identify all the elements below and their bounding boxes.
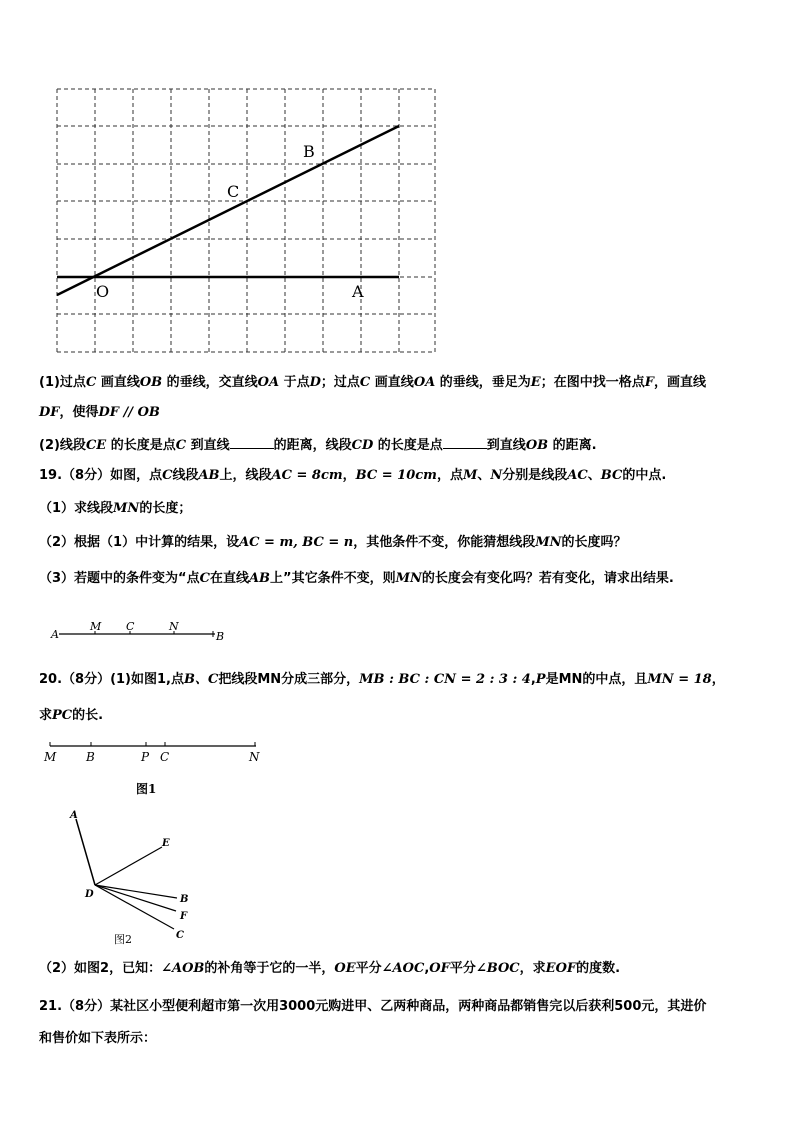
answer-blank — [230, 436, 274, 449]
label-c: C — [126, 620, 135, 633]
label-n: N — [249, 750, 260, 764]
grid-figure — [50, 82, 442, 358]
q21-line1: 21.（8分）某社区小型便利超市第一次用3000元购进甲、乙两种商品，两种商品都销售完以后获利500元，其进价 — [39, 999, 707, 1014]
q19-part3: （3）若题中的条件变为“点C在直线AB上”其它条件不变，则MN的长度会有变化吗？若有变化，请求出结果. — [39, 571, 674, 586]
label-d: D — [85, 889, 94, 900]
label-m: M — [44, 750, 57, 764]
label-b: B — [216, 630, 225, 643]
label-n: N — [169, 620, 179, 633]
label-c: C — [160, 750, 170, 764]
label-m: M — [90, 620, 102, 633]
label-a: A — [352, 282, 364, 301]
answer-blank — [443, 436, 487, 449]
label-a: A — [70, 810, 78, 821]
line-ob — [57, 126, 399, 295]
q19-segment-figure — [45, 618, 235, 646]
q20-figure2 — [62, 805, 202, 950]
figure2-caption: 图2 — [114, 933, 132, 946]
q20-part2: （2）如图2，已知：∠AOB的补角等于它的一半，OE平分∠AOC,OF平分∠BOC，求EOF的度数. — [39, 961, 621, 976]
q19-part2: （2）根据（1）中计算的结果，设AC = m, BC = n，其他条件不变，你能猜想线段MN的长度吗？ — [39, 535, 627, 550]
q21-line2: 和售价如下表所示： — [39, 1031, 157, 1046]
q18-part2: (2)线段CE 的长度是点C 到直线 的距离，线段CD 的长度是点 到直线OB 的距离. — [39, 438, 597, 453]
q18-part1-line2: DF，使得DF // OB — [39, 405, 160, 420]
q20-heading: 20.（8分）(1)如图1,点B、C把线段MN分成三部分，MB : BC : CN = 2 : 3 : 4,P是MN的中点，且MN = 18， — [39, 672, 725, 687]
label-e: E — [162, 838, 170, 849]
q19-part1: （1）求线段MN的长度； — [39, 501, 192, 516]
label-c: C — [176, 930, 184, 941]
label-b: B — [86, 750, 95, 764]
q20-figure1 — [40, 732, 270, 802]
label-b: B — [180, 894, 189, 905]
label-f: F — [180, 911, 188, 922]
label-b: B — [303, 142, 315, 161]
figure1-caption: 图1 — [136, 782, 157, 796]
label-o: O — [96, 282, 110, 301]
q19-heading: 19.（8分）如图，点C线段AB上，线段AC = 8cm，BC = 10cm，点M、N分别是线段AC、BC的中点. — [39, 468, 667, 483]
label-c: C — [227, 182, 240, 201]
q20-heading-line2: 求PC的长. — [39, 708, 104, 723]
label-p: P — [141, 750, 150, 764]
q18-part1-line1: (1)过点C 画直线OB 的垂线，交直线OA 于点D；过点C 画直线OA 的垂线，垂足为E；在图中找一格点F，画直线 — [39, 375, 706, 390]
label-a: A — [51, 628, 59, 641]
